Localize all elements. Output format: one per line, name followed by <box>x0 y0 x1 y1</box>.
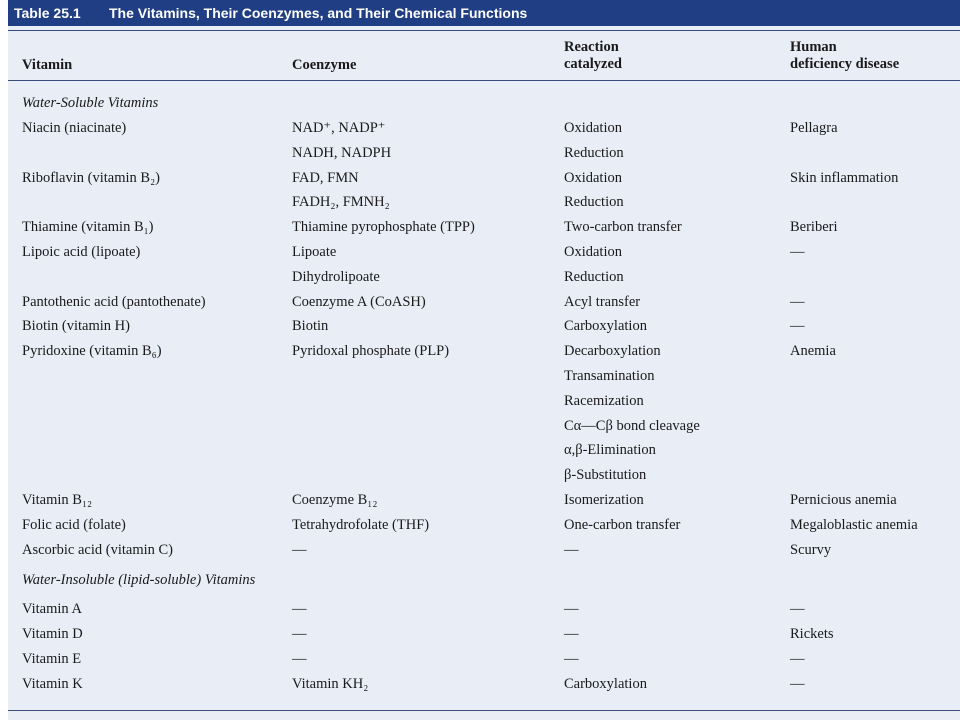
cell-reaction: Reduction <box>564 194 624 211</box>
cell-disease: Anemia <box>790 343 836 360</box>
cell-disease: — <box>790 244 805 260</box>
header-vitamin: Vitamin <box>22 57 73 73</box>
cell-vitamin: Vitamin K <box>22 676 83 692</box>
cell-coenzyme: Pyridoxal phosphate (PLP) <box>292 343 450 360</box>
cell-vitamin: Riboflavin (vitamin B₂) <box>22 169 160 186</box>
cell-reaction: — <box>564 626 579 642</box>
cell-coenzyme: — <box>292 651 307 667</box>
cell-coenzyme: Dihydrolipoate <box>292 268 380 285</box>
cell-disease: — <box>790 601 805 617</box>
cell-disease: Pernicious anemia <box>790 492 897 508</box>
cell-disease: — <box>790 651 805 667</box>
cell-coenzyme: Coenzyme B₁₂ <box>292 492 378 508</box>
header-disease-line2: deficiency disease <box>790 56 900 72</box>
cell-coenzyme: — <box>292 601 307 617</box>
cell-reaction: Decarboxylation <box>564 343 661 360</box>
cell-reaction: Oxidation <box>564 120 622 136</box>
cell-reaction: Carboxylation <box>564 676 647 692</box>
cell-coenzyme: FAD, FMN <box>292 169 359 186</box>
cell-coenzyme: Coenzyme A (CoASH) <box>292 293 426 310</box>
cell-disease: Rickets <box>790 626 834 642</box>
cell-coenzyme: — <box>292 626 307 642</box>
header-disease-line1: Human <box>790 39 837 55</box>
cell-vitamin: Vitamin D <box>22 626 83 642</box>
cell-vitamin: Vitamin A <box>22 601 82 617</box>
cell-reaction: Racemization <box>564 392 644 409</box>
cell-reaction: One-carbon transfer <box>564 516 681 533</box>
cell-disease: Megaloblastic anemia <box>790 516 918 533</box>
cell-reaction: Carboxylation <box>564 318 647 335</box>
cell-coenzyme: Biotin <box>292 318 329 335</box>
cell-vitamin: Biotin (vitamin H) <box>22 318 130 335</box>
header-reaction-line1: Reaction <box>564 39 619 55</box>
cell-disease: Beriberi <box>790 219 838 236</box>
header-reaction-line2: catalyzed <box>564 56 622 72</box>
cell-disease: Skin inflammation <box>790 169 899 186</box>
cell-vitamin: Pyridoxine (vitamin B₆) <box>22 343 162 360</box>
cell-disease: — <box>790 676 805 692</box>
cell-vitamin: Pantothenic acid (pantothenate) <box>22 293 206 310</box>
bottom-rule <box>8 710 960 711</box>
table-title-bar <box>8 0 960 26</box>
cell-reaction: β-Substitution <box>564 467 647 484</box>
cell-coenzyme: Tetrahydrofolate (THF) <box>292 516 430 533</box>
cell-coenzyme: FADH₂, FMNH₂ <box>292 194 390 211</box>
cell-vitamin: Folic acid (folate) <box>22 516 126 533</box>
table-title: The Vitamins, Their Coenzymes, and Their Chemical Functions <box>109 5 528 21</box>
top-rule <box>8 30 960 31</box>
header-coenzyme: Coenzyme <box>292 57 357 73</box>
cell-reaction: Acyl transfer <box>564 293 641 310</box>
cell-reaction: Reduction <box>564 268 624 285</box>
cell-coenzyme: Thiamine pyrophosphate (TPP) <box>292 219 475 236</box>
cell-vitamin: Ascorbic acid (vitamin C) <box>22 541 173 558</box>
cell-reaction: Oxidation <box>564 244 622 260</box>
cell-reaction: α,β-Elimination <box>564 442 656 459</box>
cell-reaction: Cα—Cβ bond cleavage <box>564 417 700 434</box>
cell-coenzyme: Lipoate <box>292 244 337 260</box>
cell-coenzyme: — <box>292 541 307 558</box>
cell-reaction: — <box>564 541 579 558</box>
cell-reaction: Reduction <box>564 144 624 161</box>
section-water-insoluble: Water-Insoluble (lipid-soluble) Vitamins <box>22 572 256 588</box>
cell-reaction: Transamination <box>564 368 655 384</box>
cell-reaction: Two-carbon transfer <box>564 219 682 236</box>
table-number: Table 25.1 <box>14 5 81 21</box>
header-rule <box>8 80 960 81</box>
cell-coenzyme: NAD⁺, NADP⁺ <box>292 120 386 136</box>
cell-reaction: — <box>564 601 579 617</box>
section-water-soluble: Water-Soluble Vitamins <box>22 95 159 111</box>
cell-vitamin: Vitamin E <box>22 651 82 667</box>
cell-vitamin: Thiamine (vitamin B₁) <box>22 219 154 236</box>
cell-coenzyme: Vitamin KH₂ <box>292 676 369 692</box>
cell-disease: Pellagra <box>790 120 838 136</box>
cell-reaction: Oxidation <box>564 169 622 186</box>
cell-reaction: Isomerization <box>564 492 644 508</box>
cell-disease: — <box>790 318 805 335</box>
cell-coenzyme: NADH, NADPH <box>292 144 392 161</box>
cell-disease: — <box>790 293 805 310</box>
cell-disease: Scurvy <box>790 541 832 558</box>
cell-vitamin: Niacin (niacinate) <box>22 120 127 136</box>
cell-vitamin: Vitamin B₁₂ <box>22 492 93 508</box>
cell-vitamin: Lipoic acid (lipoate) <box>22 244 141 260</box>
cell-reaction: — <box>564 651 579 667</box>
